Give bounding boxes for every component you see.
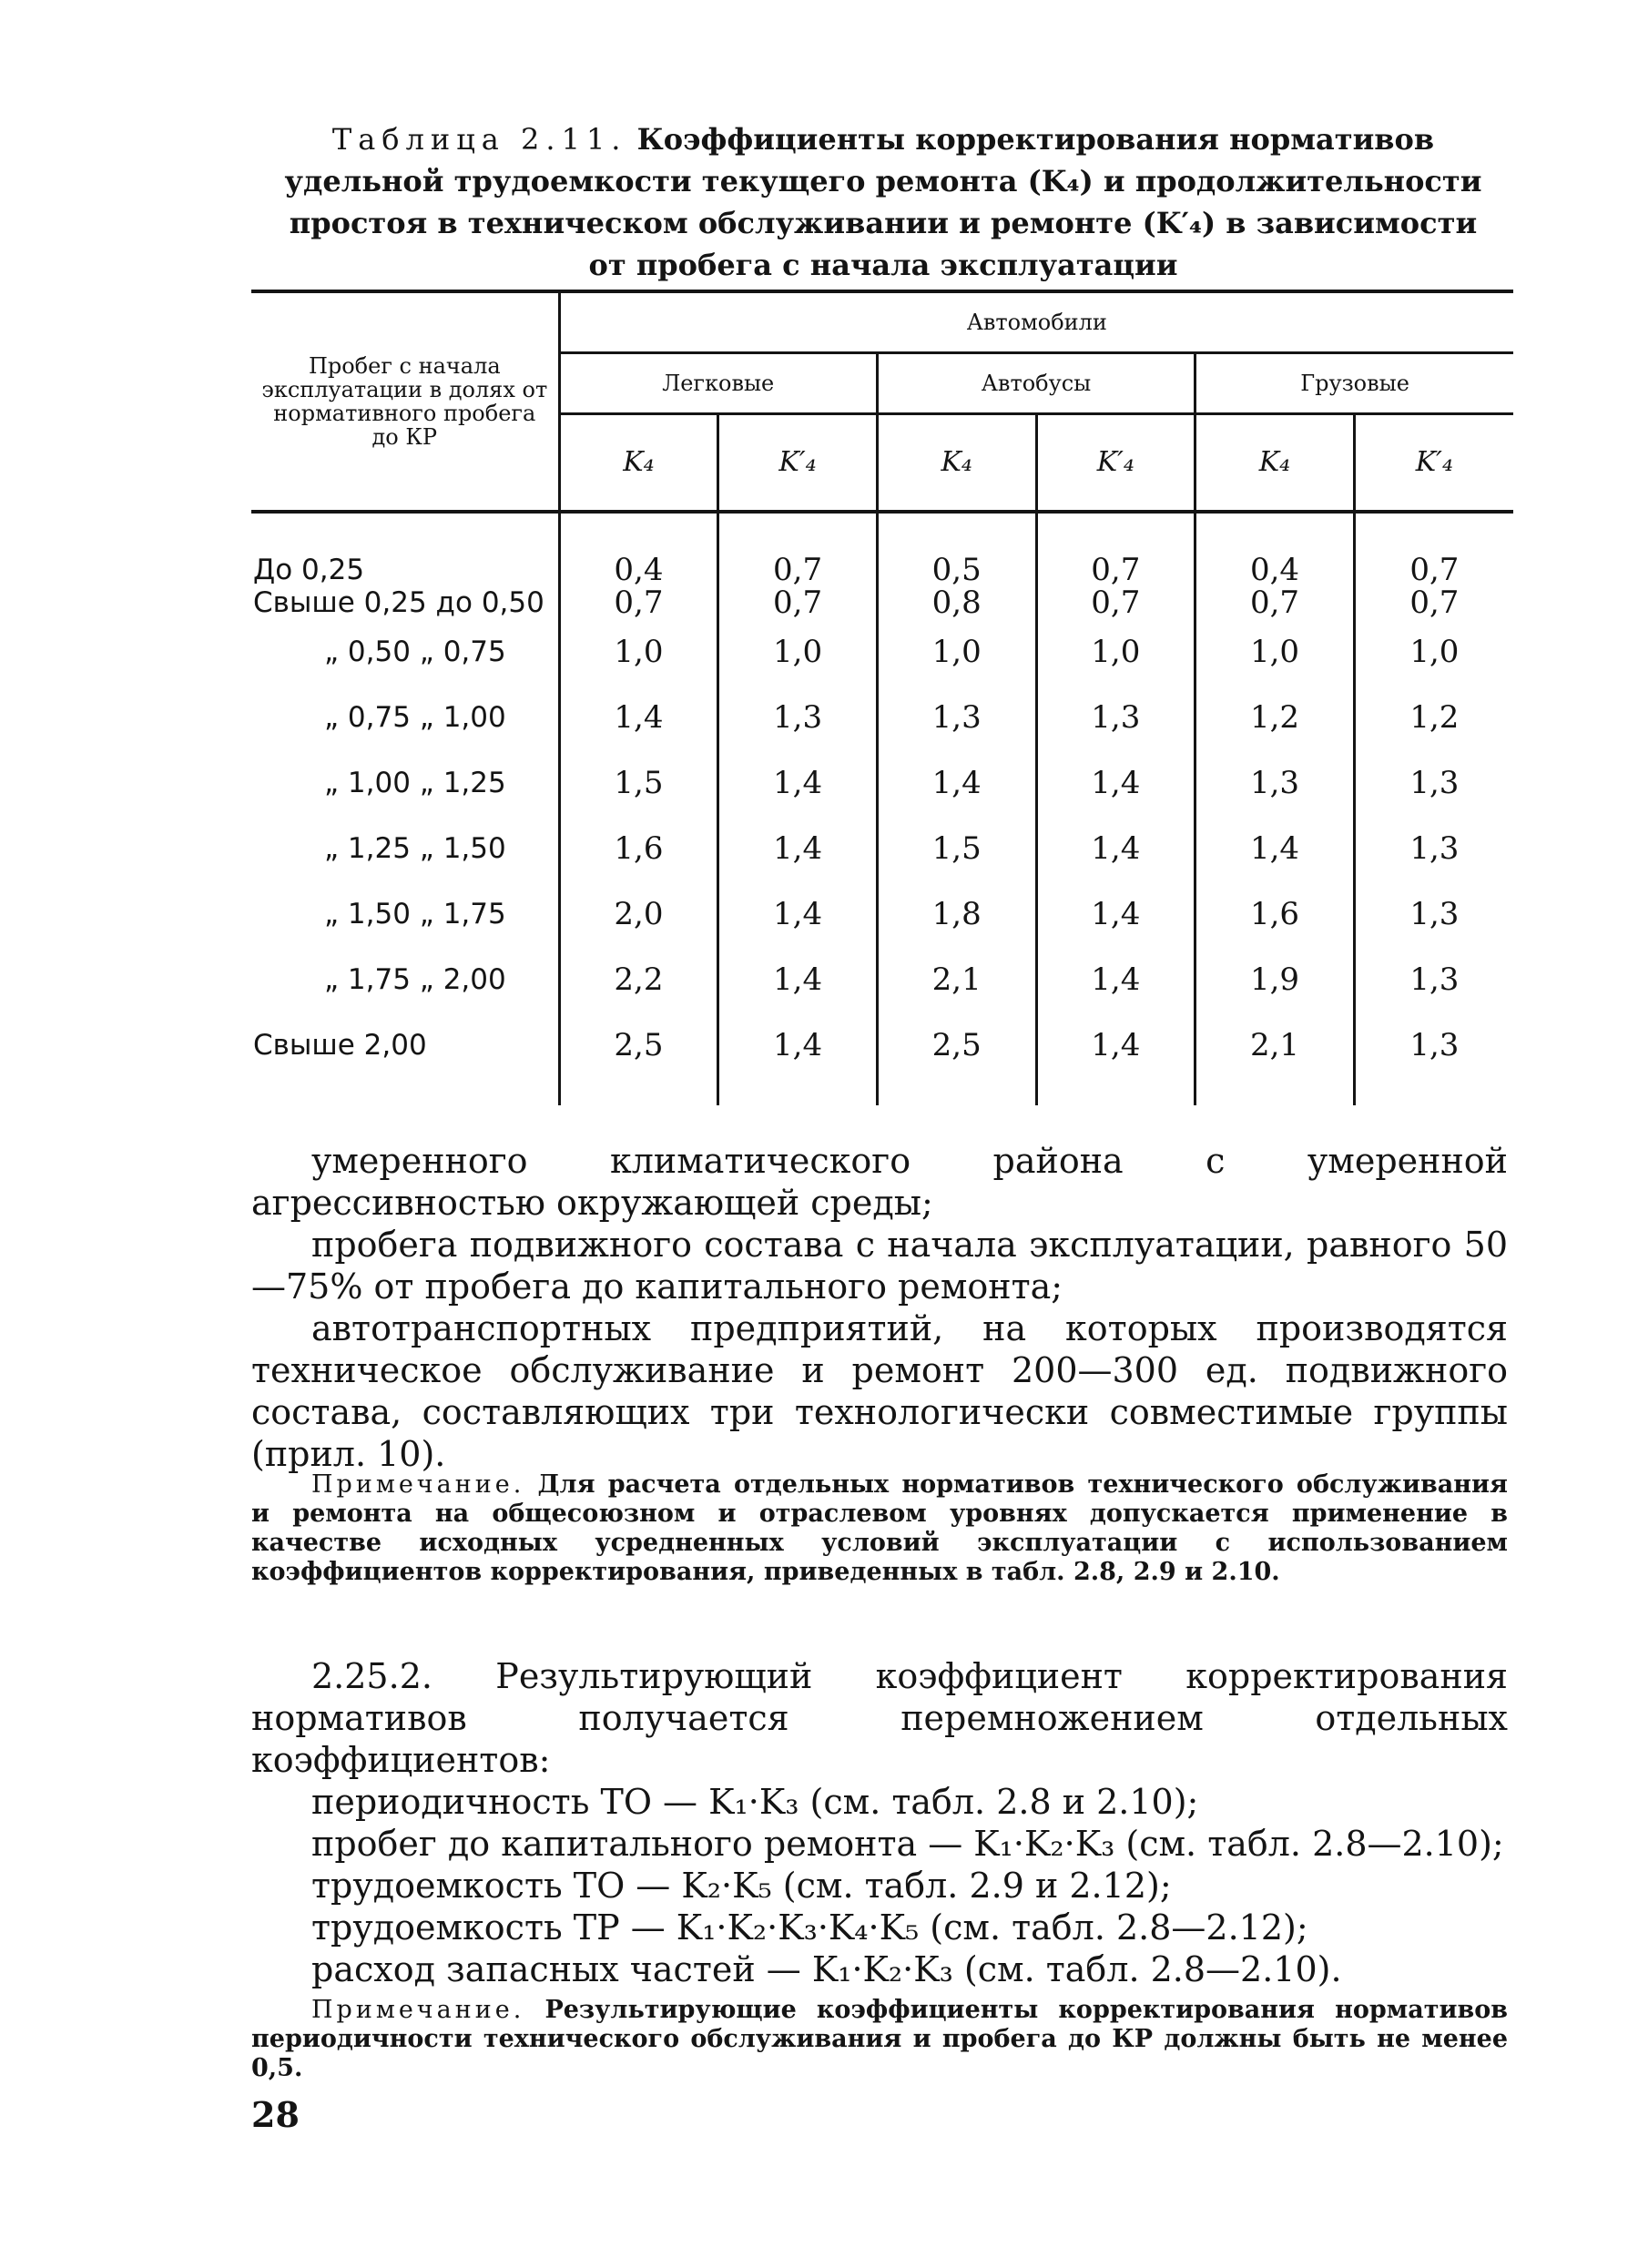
table-caption-label: Таблица 2.11. bbox=[331, 122, 627, 157]
note-text: Результирующие коэффициенты корректирования нормативов периодичности технического обслуживания и пробега до КР должны быть не менее 0,5. bbox=[251, 1996, 1509, 2082]
top-header: Автомобили bbox=[559, 291, 1513, 353]
value-cell: 1,3 bbox=[1354, 1012, 1513, 1105]
value-cell: 0,7 bbox=[1354, 586, 1513, 619]
coefficients-table bbox=[251, 290, 1513, 1105]
note-1 bbox=[251, 1470, 1508, 1587]
value-cell: 2,0 bbox=[559, 881, 718, 947]
value-cell: 1,8 bbox=[877, 881, 1036, 947]
value-cell: 1,4 bbox=[718, 947, 878, 1012]
value-cell: 0,5 bbox=[877, 512, 1036, 586]
value-cell: 2,1 bbox=[877, 947, 1036, 1012]
value-cell: 1,4 bbox=[718, 1012, 878, 1105]
symbol-header: K′₄ bbox=[718, 414, 878, 513]
value-cell: 1,0 bbox=[559, 619, 718, 685]
value-cell: 1,4 bbox=[718, 816, 878, 881]
body-paragraph: умеренного климатического района с умеренной агрессивностью окружающей среды; bbox=[251, 1141, 1508, 1223]
section-2-25-2 bbox=[251, 1655, 1508, 1990]
group-header-trucks: Грузовые bbox=[1195, 353, 1513, 414]
row-label: „ 1,25 „ 1,50 bbox=[251, 816, 559, 881]
value-cell: 1,0 bbox=[718, 619, 878, 685]
value-cell: 1,9 bbox=[1195, 947, 1355, 1012]
table-row bbox=[251, 685, 1513, 750]
table-caption bbox=[273, 118, 1493, 286]
row-label: „ 1,00 „ 1,25 bbox=[251, 750, 559, 816]
table-row bbox=[251, 1012, 1513, 1105]
value-cell: 1,4 bbox=[718, 881, 878, 947]
table-row bbox=[251, 619, 1513, 685]
value-cell: 1,4 bbox=[1036, 881, 1195, 947]
value-cell: 0,7 bbox=[718, 586, 878, 619]
value-cell: 1,4 bbox=[559, 685, 718, 750]
value-cell: 0,8 bbox=[877, 586, 1036, 619]
table-row bbox=[251, 816, 1513, 881]
value-cell: 0,7 bbox=[718, 512, 878, 586]
row-label: „ 1,50 „ 1,75 bbox=[251, 881, 559, 947]
value-cell: 0,7 bbox=[1195, 586, 1355, 619]
note-label: Примечание. bbox=[311, 1470, 525, 1499]
value-cell: 1,3 bbox=[1354, 750, 1513, 816]
group-header-cars: Легковые bbox=[559, 353, 877, 414]
value-cell: 1,4 bbox=[1036, 816, 1195, 881]
row-label: „ 1,75 „ 2,00 bbox=[251, 947, 559, 1012]
value-cell: 1,3 bbox=[1354, 881, 1513, 947]
value-cell: 1,3 bbox=[1354, 816, 1513, 881]
symbol-header: K′₄ bbox=[1036, 414, 1195, 513]
value-cell: 1,5 bbox=[877, 816, 1036, 881]
page-number: 28 bbox=[251, 2094, 300, 2135]
value-cell: 1,4 bbox=[1036, 947, 1195, 1012]
table-caption-text: Коэффициенты корректирования нормативов удельной трудоемкости текущего ремонта (K₄) и продолжительности простоя в техническом обслуживании и ремонте (K′₄) в зависимости от пробега с начала эксплуатации bbox=[284, 122, 1482, 282]
row-label: До 0,25 bbox=[251, 512, 559, 586]
value-cell: 0,7 bbox=[1036, 586, 1195, 619]
section-line: пробег до капитального ремонта — K₁·K₂·K₃ (см. табл. 2.8—2.10); bbox=[311, 1824, 1504, 1864]
value-cell: 0,7 bbox=[559, 586, 718, 619]
body-paragraphs bbox=[251, 1140, 1508, 1475]
value-cell: 1,6 bbox=[1195, 881, 1355, 947]
value-cell: 2,5 bbox=[559, 1012, 718, 1105]
value-cell: 2,1 bbox=[1195, 1012, 1355, 1105]
symbol-header: K₄ bbox=[877, 414, 1036, 513]
note-text: Для расчета отдельных нормативов технического обслуживания и ремонта на общесоюзном и отраслевом уровнях допускается применение в качестве исходных усредненных условий эксплуатации с использованием коэффициентов корректирования, приведенных в табл. 2.8, 2.9 и 2.10. bbox=[251, 1470, 1508, 1586]
value-cell: 1,4 bbox=[877, 750, 1036, 816]
body-paragraph: автотранспортных предприятий, на которых производятся техническое обслуживание и ремонт 200—300 ед. подвижного состава, составляющих три технологически совместимые группы (прил. 10). bbox=[251, 1308, 1508, 1474]
note-label: Примечание. bbox=[311, 1996, 525, 2024]
value-cell: 1,3 bbox=[1036, 685, 1195, 750]
row-label: „ 0,75 „ 1,00 bbox=[251, 685, 559, 750]
value-cell: 2,5 bbox=[877, 1012, 1036, 1105]
value-cell: 1,3 bbox=[877, 685, 1036, 750]
value-cell: 1,5 bbox=[559, 750, 718, 816]
value-cell: 1,3 bbox=[718, 685, 878, 750]
section-line: расход запасных частей — K₁·K₂·K₃ (см. табл. 2.8—2.10). bbox=[311, 1949, 1342, 1989]
value-cell: 1,4 bbox=[1036, 1012, 1195, 1105]
table-row bbox=[251, 586, 1513, 619]
table-row bbox=[251, 750, 1513, 816]
table-row bbox=[251, 947, 1513, 1012]
value-cell: 1,3 bbox=[1354, 947, 1513, 1012]
row-label: Свыше 2,00 bbox=[251, 1012, 559, 1105]
value-cell: 1,4 bbox=[718, 750, 878, 816]
value-cell: 0,4 bbox=[559, 512, 718, 586]
table-row bbox=[251, 512, 1513, 586]
table-row bbox=[251, 881, 1513, 947]
section-line: периодичность ТО — K₁·K₃ (см. табл. 2.8 и 2.10); bbox=[311, 1782, 1199, 1822]
note-2 bbox=[251, 1996, 1508, 2083]
stub-header: Пробег с начала эксплуатации в долях от нормативного пробега до КР bbox=[251, 291, 559, 512]
value-cell: 0,7 bbox=[1354, 512, 1513, 586]
symbol-header: K₄ bbox=[559, 414, 718, 513]
body-paragraph: пробега подвижного состава с начала эксплуатации, равного 50—75% от пробега до капитального ремонта; bbox=[251, 1225, 1508, 1307]
row-label: Свыше 0,25 до 0,50 bbox=[251, 586, 559, 619]
row-label: „ 0,50 „ 0,75 bbox=[251, 619, 559, 685]
value-cell: 1,2 bbox=[1354, 685, 1513, 750]
value-cell: 1,0 bbox=[1036, 619, 1195, 685]
group-header-buses: Автобусы bbox=[877, 353, 1195, 414]
section-paragraph: 2.25.2. Результирующий коэффициент корректирования нормативов получается перемножением отдельных коэффициентов: bbox=[251, 1656, 1508, 1780]
symbol-header: K′₄ bbox=[1354, 414, 1513, 513]
value-cell: 0,4 bbox=[1195, 512, 1355, 586]
value-cell: 0,7 bbox=[1036, 512, 1195, 586]
value-cell: 1,4 bbox=[1195, 816, 1355, 881]
value-cell: 1,3 bbox=[1195, 750, 1355, 816]
value-cell: 1,6 bbox=[559, 816, 718, 881]
value-cell: 1,2 bbox=[1195, 685, 1355, 750]
section-line: трудоемкость ТР — K₁·K₂·K₃·K₄·K₅ (см. табл. 2.8—2.12); bbox=[311, 1907, 1308, 1948]
value-cell: 1,4 bbox=[1036, 750, 1195, 816]
value-cell: 2,2 bbox=[559, 947, 718, 1012]
value-cell: 1,0 bbox=[877, 619, 1036, 685]
section-line: трудоемкость ТО — K₂·K₅ (см. табл. 2.9 и 2.12); bbox=[311, 1866, 1172, 1906]
value-cell: 1,0 bbox=[1195, 619, 1355, 685]
value-cell: 1,0 bbox=[1354, 619, 1513, 685]
symbol-header: K₄ bbox=[1195, 414, 1355, 513]
